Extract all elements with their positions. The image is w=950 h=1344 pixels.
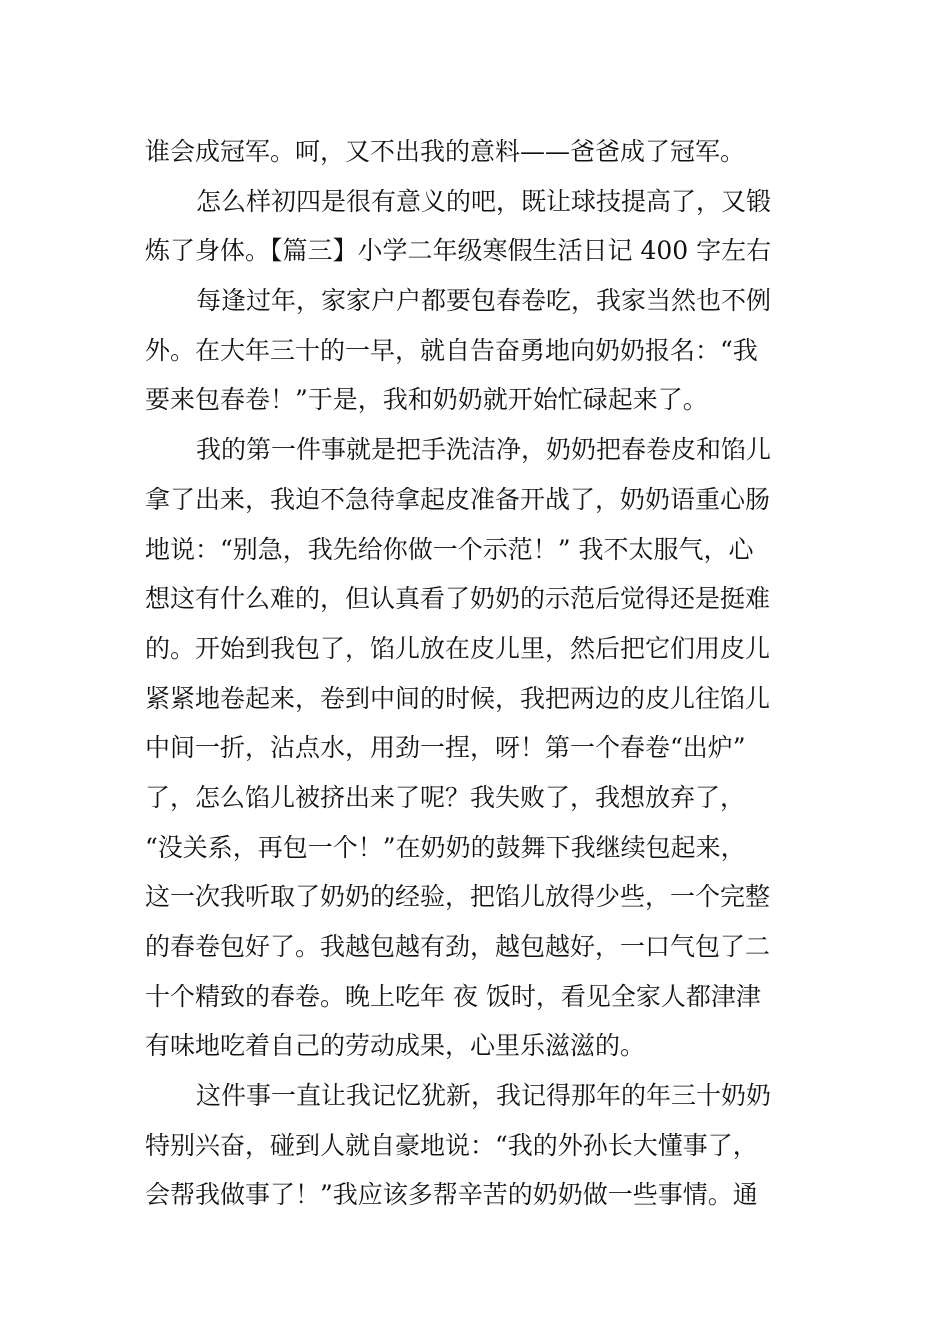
text-line-9: 地说：“别急，我先给你做一个示范！” 我不太服气，心 (145, 534, 754, 564)
body-text (145, 127, 807, 1220)
text-line-5: 外。在大年三十的一早，就自告奋勇地向奶奶报名：“我 (145, 335, 758, 365)
text-line-21: 特别兴奋，碰到人就自豪地说：“我的外孙长大懂事了， (145, 1130, 758, 1160)
text-line-14: 了，怎么馅儿被挤出来了呢？我失败了，我想放弃了， (145, 782, 746, 812)
text-line-3: 炼了身体。【篇三】小学二年级寒假生活日记 400 字左右 (145, 236, 772, 266)
text-line-10: 想这有什么难的，但认真看了奶奶的示范后觉得还是挺难 (145, 584, 771, 614)
text-line-15: “没关系，再包一个！”在奶奶的鼓舞下我继续包起来， (145, 832, 746, 862)
text-line-1: 谁会成冠军。呵，又不出我的意料——爸爸成了冠军。 (145, 137, 746, 166)
text-line-12: 紧紧地卷起来，卷到中间的时候，我把两边的皮儿往馅儿 (145, 683, 771, 713)
text-line-2: 怎么样初四是很有意义的吧，既让球技提高了，又锻 (196, 186, 772, 216)
text-line-17: 的春卷包好了。我越包越有劲，越包越好，一口气包了二 (145, 932, 771, 961)
text-line-20: 这件事一直让我记忆犹新，我记得那年的年三十奶奶 (196, 1081, 772, 1111)
text-line-8: 拿了出来，我迫不急待拿起皮准备开战了，奶奶语重心肠 (145, 484, 771, 514)
text-line-6: 要来包春卷！”于是，我和奶奶就开始忙碌起来了。 (145, 385, 708, 415)
text-line-19: 有味地吃着自己的劳动成果，心里乐滋滋的。 (145, 1031, 646, 1061)
text-line-4: 每逢过年，家家户户都要包春卷吃，我家当然也不例 (196, 286, 772, 316)
text-line-11: 的。开始到我包了，馅儿放在皮儿里，然后把它们用皮儿 (145, 633, 771, 663)
text-line-7: 我的第一件事就是把手洗洁净，奶奶把春卷皮和馅儿 (196, 435, 772, 465)
text-line-18: 十个精致的春卷。晚上吃年 夜 饭时，看见全家人都津津 (145, 981, 761, 1011)
text-line-16: 这一次我听取了奶奶的经验，把馅儿放得少些，一个完整 (145, 882, 771, 912)
text-line-13: 中间一折，沾点水，用劲一捏，呀！第一个春卷“出炉” (145, 733, 746, 763)
text-line-22: 会帮我做事了！”我应该多帮辛苦的奶奶做一些事情。通 (145, 1180, 758, 1210)
